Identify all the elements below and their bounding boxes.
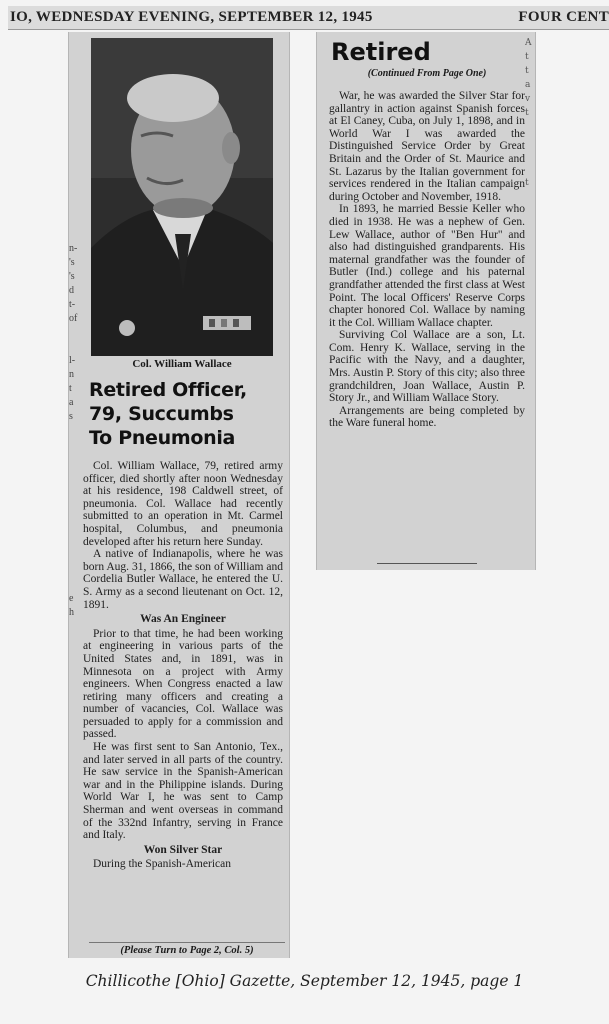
continuation-title: Retired — [331, 38, 431, 66]
edge-fragment: of — [69, 313, 78, 324]
edge-fragment: 's — [69, 271, 75, 282]
edge-fragment — [69, 340, 83, 354]
edge-fragment: A — [525, 38, 532, 48]
edge-fragment — [69, 508, 83, 522]
paragraph-family-history: In 1893, he married Bessie Keller who died in 1938. He was a nephew of Gen. Lew Wallace, author of "Ben Hur" and also had distinguished grandparents. His maternal grandfather was the founder of Butler (Ind.) college and his paternal grandfather attended the first class at West Point. The local Officers' Reserve Corps chapter honored Col. Wallace by naming it the Col. William Wallace chapter. — [329, 203, 525, 329]
edge-fragment — [69, 466, 83, 480]
photo-caption: Col. William Wallace — [132, 358, 232, 370]
edge-fragment: a — [69, 397, 74, 408]
edge-fragment: t — [525, 52, 529, 62]
masthead-price: FOUR CENT — [518, 9, 609, 25]
paragraph-arrangements: Arrangements are being completed by the Ware funeral home. — [329, 404, 525, 430]
continuation-body — [329, 90, 525, 430]
edge-fragment — [69, 452, 83, 466]
edge-fragment — [69, 494, 83, 508]
edge-fragment: 's — [69, 257, 75, 268]
paragraph-spanish-american: During the Spanish-American — [93, 858, 231, 871]
continued-on-page-line: (Please Turn to Page 2, Col. 5) — [89, 942, 285, 956]
adjacent-column-edge — [69, 242, 83, 620]
edge-fragment: h — [69, 607, 74, 618]
edge-fragment — [525, 134, 533, 148]
edge-fragment: s — [69, 411, 73, 422]
edge-fragment: a — [525, 80, 531, 90]
article-body — [83, 460, 283, 871]
portrait-illustration — [91, 38, 273, 356]
edge-fragment: l- — [69, 355, 76, 366]
edge-fragment: v — [525, 94, 531, 104]
subhead-engineer: Was An Engineer — [140, 613, 226, 626]
paragraph-lead: Col. William Wallace, 79, retired army officer, died shortly after noon Wednesday at his residence, 198 Caldwell street, of pneumonia. Col. Wallace had recently submitted to an operation in Mt. Carmel hospital, Columbus, and pneumonia developed after his return here Sunday. — [83, 460, 283, 548]
edge-fragment: t — [525, 178, 529, 188]
paragraph-engineering: Prior to that time, he had been working at engineering in various parts of the United States and, in 1891, was in Minnesota on a project with Army engineers. When Congress enacted a law retiring many officers and creating a number of vacancies, Col. Wallace was persuaded to apply for a commission and passed. — [83, 627, 283, 741]
edge-fragment: t — [525, 108, 529, 118]
end-rule — [377, 563, 477, 564]
edge-fragment: t — [525, 66, 529, 76]
masthead-dateline: IO, WEDNESDAY EVENING, SEPTEMBER 12, 1945 — [10, 9, 373, 25]
edge-fragment — [525, 148, 533, 162]
headline-line-1: Retired Officer, — [89, 379, 247, 401]
paragraph-service: He was first sent to San Antonio, Tex., and later served in all parts of the country. He saw service in the Spanish-American war and in the Philippine islands. During World War I, he was sent to Camp Sherman and went overseas in command of the 332nd Infantry, serving in France and Italy. — [83, 741, 283, 842]
edge-fragment: t — [69, 383, 72, 394]
edge-fragment: n — [69, 369, 74, 380]
headline-line-2: 79, Succumbs — [89, 403, 234, 425]
edge-fragment — [69, 480, 83, 494]
continuation-clipping — [316, 32, 536, 570]
paragraph-awards: War, he was awarded the Silver Star for gallantry in action against Spanish forces at El Caney, Cuba, on July 1, 1898, and in World War I was awarded the Distinguished Service Order by Great Britain and the Order of St. Maurice and St. Lazarus by the Italian government for services rendered in the Italian campaign during October and November, 1918. — [329, 90, 525, 203]
continued-from-line: (Continued From Page One) — [367, 68, 487, 79]
edge-fragment — [525, 162, 533, 176]
article-headline — [89, 378, 285, 450]
edge-fragment — [69, 424, 83, 438]
edge-fragment: t- — [69, 299, 76, 310]
obituary-clipping — [68, 32, 290, 958]
edge-fragment — [525, 120, 533, 134]
edge-fragment: e — [69, 593, 74, 604]
edge-fragment — [69, 438, 83, 452]
edge-fragment — [69, 536, 83, 550]
edge-fragment — [69, 564, 83, 578]
newspaper-masthead — [8, 6, 609, 30]
edge-fragment — [69, 550, 83, 564]
subhead-silver-star: Won Silver Star — [143, 843, 223, 856]
portrait-photo — [91, 38, 273, 356]
headline-line-3: To Pneumonia — [89, 427, 236, 449]
paragraph-birth: A native of Indianapolis, where he was born Aug. 31, 1866, the son of William and Cordelia Butler Wallace, he entered the U. S. Army as a second lieutenant on Oct. 12, 1891. — [83, 548, 283, 611]
edge-fragment — [69, 326, 83, 340]
source-citation: Chillicothe [Ohio] Gazette, September 12, 1945, page 1 — [85, 972, 524, 990]
edge-fragment: n- — [69, 243, 78, 254]
edge-fragment — [69, 578, 83, 592]
paragraph-survivors: Surviving Col Wallace are a son, Lt. Com. Henry K. Wallace, serving in the Pacific with the Navy, and a daughter, Mrs. Austin P. Story of this city; also three grandchildren, Joan Wallace, Austin P. Story Jr., and William Wallace Story. — [329, 329, 525, 405]
adjacent-column-edge-right — [525, 36, 533, 190]
edge-fragment: d — [69, 285, 74, 296]
edge-fragment — [69, 522, 83, 536]
